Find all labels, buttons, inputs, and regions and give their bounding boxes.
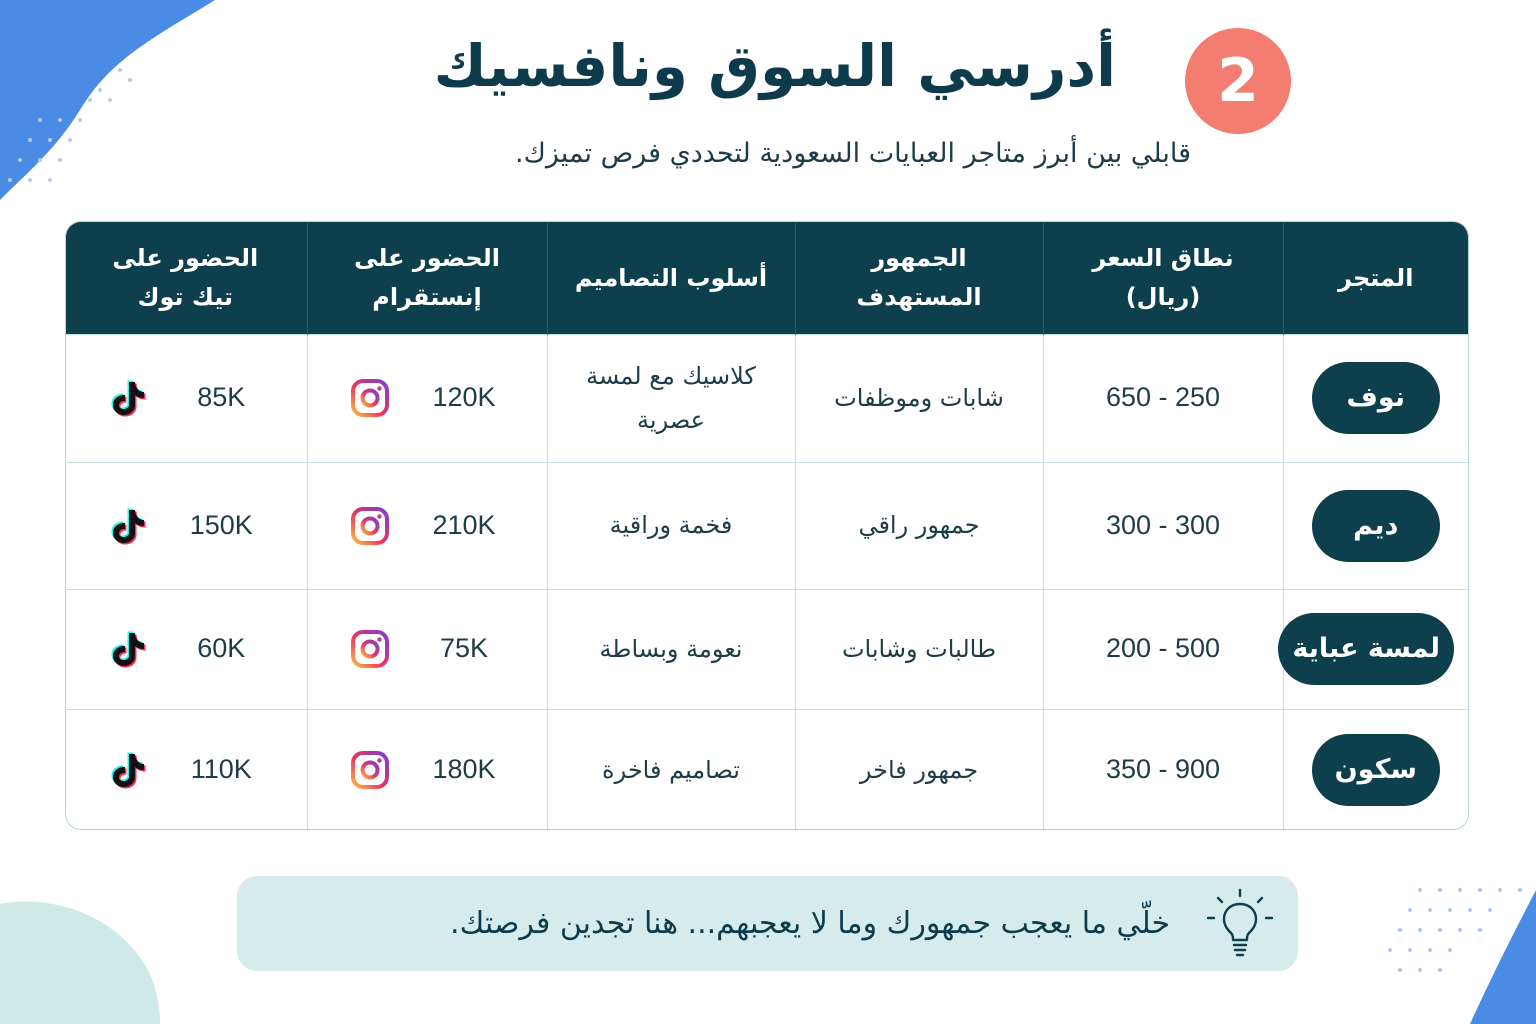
header-store: المتجر	[1283, 222, 1468, 334]
table-row	[65, 709, 1468, 830]
tip-banner	[237, 876, 1298, 971]
tip-text: خلّي ما يعجب جمهورك وما لا يعجبهم... هنا تجدين فرصتك.	[450, 906, 1170, 941]
tiktok-icon	[109, 629, 147, 669]
instagram-cell	[307, 589, 547, 709]
header-tiktok-line2: تيك توك	[137, 282, 234, 311]
instagram-icon	[350, 750, 390, 790]
store-cell	[1283, 589, 1468, 709]
store-name-pill: لمسة عباية	[1278, 613, 1454, 685]
instagram-icon	[350, 378, 390, 418]
tiktok-followers: 60K	[197, 633, 246, 664]
header-instagram-line2: إنستقرام	[372, 282, 482, 311]
header-price: نطاق السعر (ريال)	[1043, 222, 1283, 334]
store-name-pill: ديم	[1312, 490, 1440, 562]
store-cell	[1283, 462, 1468, 589]
instagram-cell	[307, 709, 547, 830]
store-cell	[1283, 709, 1468, 830]
style-cell: فخمة وراقية	[547, 462, 795, 589]
instagram-icon	[350, 506, 390, 546]
instagram-icon	[350, 629, 390, 669]
audience-cell: شابات وموظفات	[795, 334, 1043, 462]
header-tiktok	[65, 222, 307, 334]
tiktok-cell	[65, 334, 307, 462]
header-tiktok-line1: الحضور على	[112, 244, 259, 273]
audience-cell: جمهور راقي	[795, 462, 1043, 589]
style-cell: كلاسيك مع لمسة عصرية	[547, 334, 795, 462]
header-audience: الجمهور المستهدف	[795, 222, 1043, 334]
table-header-row	[65, 222, 1468, 334]
page-title: أدرسي السوق ونافسيك	[433, 32, 1116, 100]
instagram-followers: 75K	[439, 633, 489, 664]
audience-cell: جمهور فاخر	[795, 709, 1043, 830]
tiktok-cell	[65, 589, 307, 709]
corner-decoration-bottom-left	[0, 894, 160, 1024]
tiktok-followers: 85K	[197, 382, 246, 413]
table-row	[65, 589, 1468, 709]
tiktok-icon	[109, 750, 147, 790]
instagram-cell	[307, 334, 547, 462]
header-instagram	[307, 222, 547, 334]
corner-decoration-bottom-right	[1380, 840, 1536, 1024]
tiktok-icon	[109, 378, 147, 418]
instagram-followers: 120K	[432, 382, 496, 413]
page-subtitle: قابلي بين أبرز متاجر العبايات السعودية لتحددي فرص تميزك.	[514, 138, 1191, 169]
tiktok-followers: 150K	[189, 509, 253, 540]
price-cell: 200 - 500	[1043, 589, 1283, 709]
style-cell: تصاميم فاخرة	[547, 709, 795, 830]
instagram-followers: 210K	[432, 509, 496, 540]
store-name-pill: نوف	[1312, 362, 1440, 434]
store-cell	[1283, 334, 1468, 462]
tiktok-cell	[65, 709, 307, 830]
instagram-followers: 180K	[432, 754, 496, 785]
store-name-pill: سكون	[1312, 734, 1440, 806]
style-cell: نعومة وبساطة	[547, 589, 795, 709]
audience-cell: طالبات وشابات	[795, 589, 1043, 709]
lightbulb-icon	[1204, 886, 1276, 966]
instagram-cell	[307, 462, 547, 589]
competitor-table	[65, 221, 1469, 830]
price-cell: 300 - 300	[1043, 462, 1283, 589]
table-row	[65, 334, 1468, 462]
header	[0, 22, 1536, 142]
tiktok-cell	[65, 462, 307, 589]
table-row	[65, 462, 1468, 589]
header-style: أسلوب التصاميم	[547, 222, 795, 334]
price-cell: 650 - 250	[1043, 334, 1283, 462]
step-number-badge: 2	[1185, 28, 1291, 134]
tiktok-icon	[109, 506, 147, 546]
price-cell: 350 - 900	[1043, 709, 1283, 830]
tiktok-followers: 110K	[190, 754, 252, 785]
header-instagram-line1: الحضور على	[354, 244, 500, 273]
